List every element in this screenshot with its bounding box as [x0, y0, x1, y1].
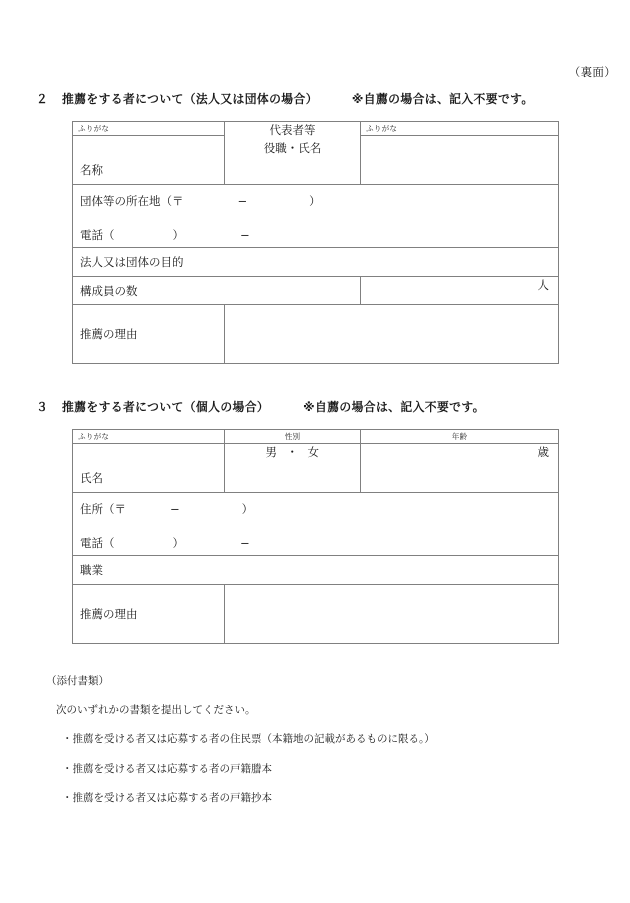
section-3-heading	[36, 398, 485, 415]
table-row	[73, 556, 559, 585]
representative-name-input-cell[interactable]	[361, 136, 559, 185]
table-row	[73, 444, 559, 493]
person-phone-label-text: 電話（	[80, 536, 115, 550]
gender-option-male[interactable]: 男	[265, 445, 278, 459]
section-2-note: ※自薦の場合は、記入不要です。	[351, 92, 534, 106]
table-row	[73, 493, 559, 556]
table-row	[73, 277, 559, 305]
address-label-text: 団体等の所在地（〒	[80, 194, 184, 208]
phone-dash: −	[240, 228, 250, 242]
person-recommendation-reason-label: 推薦の理由	[80, 607, 138, 621]
organization-purpose-label: 法人又は団体の目的	[80, 255, 184, 269]
organization-address-cell[interactable]	[73, 185, 559, 248]
attachments-block	[46, 676, 435, 804]
section-3-title: 推薦をする者について（個人の場合）	[62, 400, 270, 414]
person-address-dash: −	[170, 502, 180, 516]
phone-label-text: 電話（	[80, 228, 115, 242]
representative-title	[225, 122, 360, 158]
member-count-label: 構成員の数	[80, 283, 138, 298]
person-reason-label-cell	[73, 585, 225, 644]
member-count-unit: 人	[537, 278, 549, 292]
table-row	[73, 430, 559, 444]
attachment-item: ・推薦を受ける者又は応募する者の住民票（本籍地の記載があるものに限る。）	[62, 733, 435, 745]
table-row	[73, 122, 559, 136]
section-3-number: ３	[36, 400, 49, 414]
gender-option-female[interactable]: 女	[307, 445, 320, 459]
member-count-label-cell	[73, 277, 361, 305]
attachments-title: （添付書類）	[46, 675, 109, 687]
person-reason-input-cell[interactable]	[225, 585, 559, 644]
corporate-recommender-table	[72, 121, 559, 364]
person-name-cell[interactable]	[73, 444, 225, 493]
section-3-note: ※自薦の場合は、記入不要です。	[303, 400, 485, 414]
person-address-cell[interactable]	[73, 493, 559, 556]
address-dash: −	[237, 194, 248, 208]
phone-close-paren: ）	[172, 228, 184, 242]
age-unit: 歳	[537, 445, 549, 459]
age-column-header: 年齢	[361, 430, 559, 444]
furigana-label-person-name: ふりがな	[73, 430, 225, 444]
member-count-input-cell[interactable]	[361, 277, 559, 305]
organization-address-label	[80, 193, 321, 209]
page-side-marker: （裏面）	[568, 65, 616, 79]
attachment-item: ・推薦を受ける者又は応募する者の戸籍抄本	[62, 792, 272, 804]
person-name-label: 氏名	[80, 471, 103, 485]
person-phone-label	[80, 535, 250, 551]
table-row	[73, 305, 559, 364]
furigana-label-representative: ふりがな	[361, 122, 559, 136]
occupation-cell[interactable]	[73, 556, 559, 585]
individual-recommender-table	[72, 429, 559, 644]
table-row	[73, 585, 559, 644]
section-2-heading	[36, 90, 534, 107]
table-row	[73, 248, 559, 277]
gender-separator: ・	[286, 445, 299, 459]
representative-title-cell	[225, 122, 361, 185]
occupation-label: 職業	[80, 563, 103, 577]
organization-phone-label	[80, 227, 250, 243]
representative-line-2: 役職・氏名	[263, 140, 322, 155]
table-row	[73, 185, 559, 248]
recommendation-reason-label-cell	[73, 305, 225, 364]
representative-line-1: 代表者等	[269, 123, 316, 137]
gender-select-cell[interactable]	[225, 444, 361, 493]
section-2-title: 推薦をする者について（法人又は団体の場合）	[62, 92, 318, 106]
person-address-label-text: 住所（〒	[80, 502, 126, 516]
organization-name-cell[interactable]	[73, 136, 225, 185]
person-phone-dash: −	[240, 536, 250, 550]
address-close-paren: ）	[309, 194, 321, 208]
recommendation-reason-input-cell[interactable]	[225, 305, 559, 364]
person-address-label	[80, 501, 253, 517]
organization-purpose-cell[interactable]	[73, 248, 559, 277]
recommendation-reason-label: 推薦の理由	[80, 327, 138, 341]
person-phone-close-paren: ）	[172, 536, 184, 550]
person-address-close-paren: ）	[241, 502, 254, 516]
organization-name-label: 名称	[80, 163, 103, 177]
attachments-intro: 次のいずれかの書類を提出してください。	[56, 703, 256, 716]
age-input-cell[interactable]	[361, 444, 559, 493]
gender-column-header: 性別	[225, 430, 361, 444]
furigana-label-name: ふりがな	[73, 122, 225, 136]
gender-options	[225, 444, 360, 460]
attachment-item: ・推薦を受ける者又は応募する者の戸籍謄本	[62, 762, 272, 775]
section-2-number: ２	[36, 92, 49, 106]
